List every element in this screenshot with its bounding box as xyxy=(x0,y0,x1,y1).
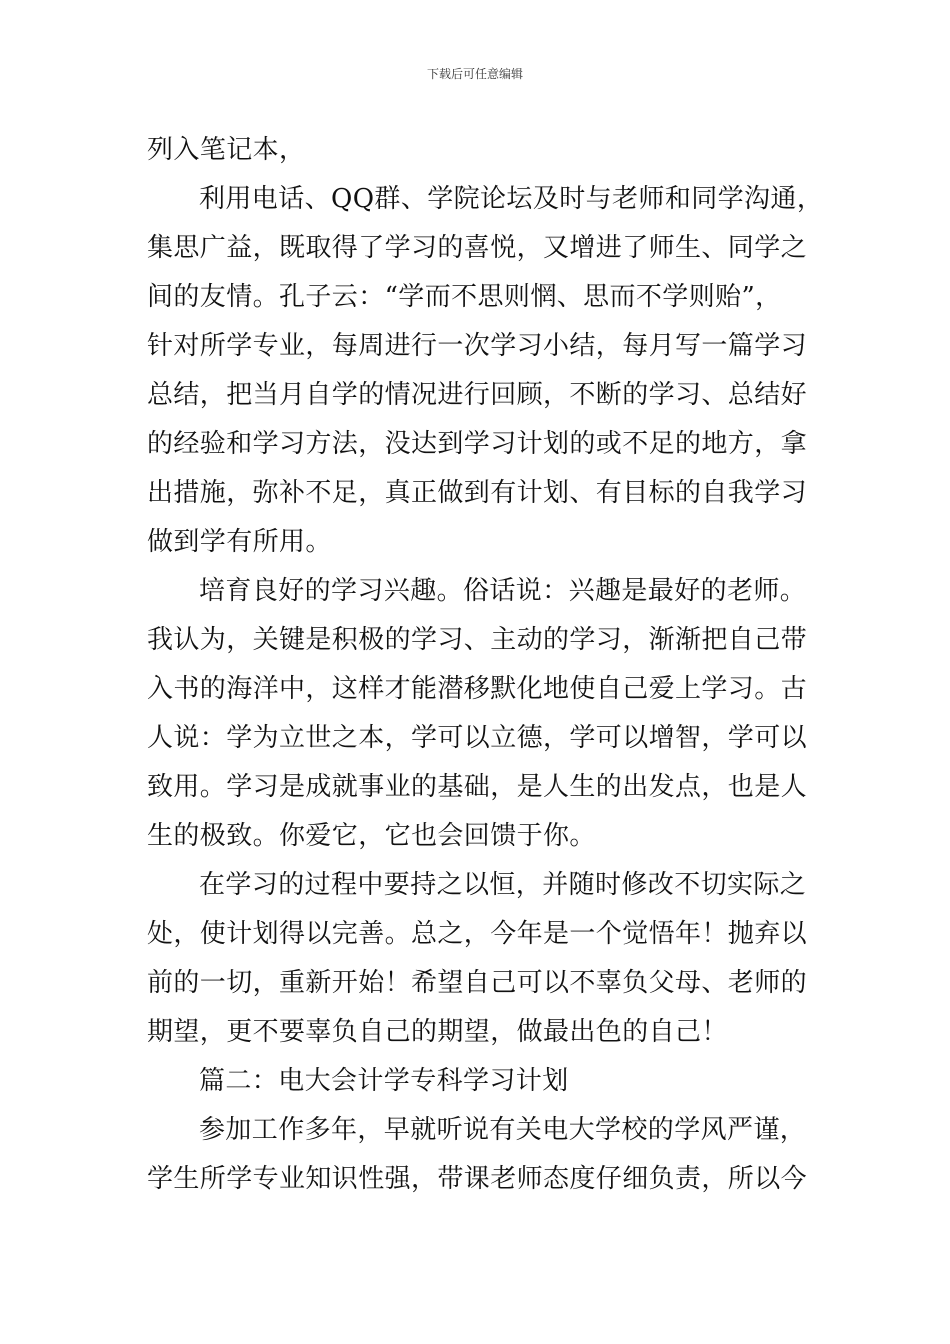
text-line: 入书的海洋中，这样才能潜移默化地使自己爱上学习。古 xyxy=(147,674,808,704)
text-line: 人说：学为立世之本，学可以立德，学可以增智，学可以 xyxy=(147,723,808,753)
text-line: 间的友情。孔子云：“学而不思则惘、思而不学则贻”， xyxy=(147,282,782,312)
page-header-note: 下载后可任意编辑 xyxy=(426,67,523,81)
text-line: 期望，更不要辜负自己的期望，做最出色的自己！ xyxy=(147,1017,728,1047)
text-line: 总结，把当月自学的情况进行回顾，不断的学习、总结好 xyxy=(147,380,808,410)
text-line: 我认为，关键是积极的学习、主动的学习，渐渐把自己带 xyxy=(147,625,808,655)
document-body xyxy=(147,126,824,1204)
text-line: 集思广益，既取得了学习的喜悦，又增进了师生、同学之 xyxy=(147,233,808,263)
text-line: 前的一切，重新开始！希望自己可以不辜负父母、老师的 xyxy=(147,968,808,998)
text-line: 处，使计划得以完善。总之，今年是一个觉悟年！抛弃以 xyxy=(147,919,808,949)
text-line: 在学习的过程中要持之以恒，并随时修改不切实际之 xyxy=(199,870,807,900)
text-line: 学生所学专业知识性强，带课老师态度仔细负责，所以今 xyxy=(147,1164,808,1194)
text-line: 生的极致。你爱它，它也会回馈于你。 xyxy=(147,821,596,851)
text-line: 培育良好的学习兴趣。俗话说：兴趣是最好的老师。 xyxy=(199,576,807,606)
text-line: 的经验和学习方法，没达到学习计划的或不足的地方，拿 xyxy=(147,429,808,459)
text-line: 参加工作多年，早就听说有关电大学校的学风严谨， xyxy=(199,1115,807,1145)
text-line: 利用电话、QQ群、学院论坛及时与老师和同学沟通， xyxy=(199,184,824,214)
text-line: 做到学有所用。 xyxy=(147,527,332,557)
text-line: 列入笔记本， xyxy=(147,135,306,165)
text-line: 针对所学专业，每周进行一次学习小结，每月写一篇学习 xyxy=(147,331,808,361)
text-line: 出措施，弥补不足，真正做到有计划、有目标的自我学习 xyxy=(147,478,808,508)
text-line: 致用。学习是成就事业的基础，是人生的出发点，也是人 xyxy=(147,772,808,802)
section-heading: 篇二：电大会计学专科学习计划 xyxy=(199,1066,569,1096)
